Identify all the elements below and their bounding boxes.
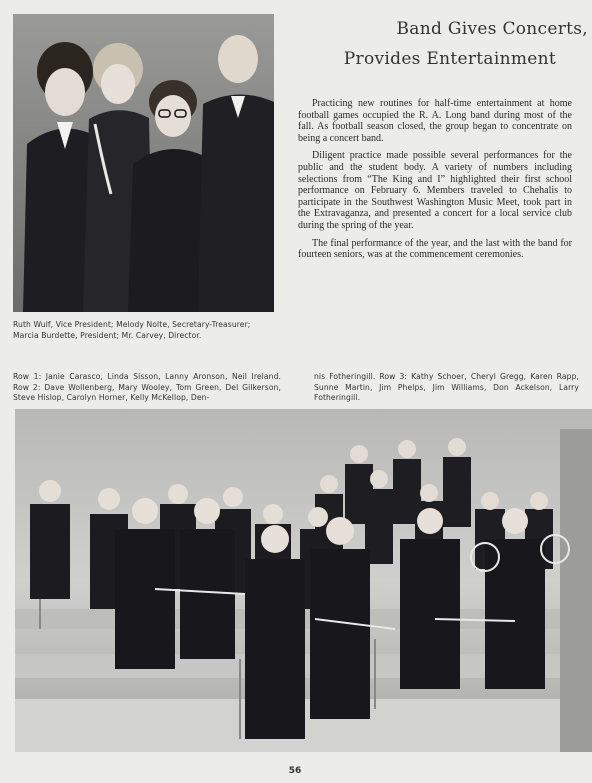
article-paragraph: The final performance of the year, and the last with the band for fourteen seniors, was at the commencement ceremonies. — [298, 237, 572, 261]
article-body — [298, 98, 572, 267]
article-paragraph: Diligent practice made possible several performances for the public and the student body. A variety of numbers including selections from “The King and I” highlighted their first school performance on February 6. Members traveled to Chehalis to participate in the Southwest Washington Music Meet, took part in the Extravaganza, and presented a concert for a local service club during the spring of the year. — [298, 150, 572, 231]
headline — [298, 14, 588, 74]
officers-caption: Ruth Wulf, Vice President; Melody Nolte, Secretary-Treasurer; Marcia Burdette, President; Mr. Carvey, Director. — [13, 320, 251, 340]
headline-line-1: Band Gives Concerts, — [396, 19, 588, 39]
band-group-photo — [15, 409, 592, 752]
band-caption-right: nis Fotheringill. Row 3: Kathy Schoer, Cheryl Gregg, Karen Rapp, Sunne Martin, Jim Phelps, Jim Williams, Don Ackelson, Larry Fotheringill. — [314, 372, 579, 402]
article-paragraph: Practicing new routines for half-time entertainment at home football games occupied the R. A. Long band during most of the fall. As football season closed, the group began to concentrate on being a concert band. — [298, 98, 572, 144]
officers-photo — [13, 14, 274, 312]
headline-line-2: Provides Entertainment — [343, 49, 556, 69]
page-number: 56 — [288, 766, 302, 776]
band-caption-left: Row 1: Janie Carasco, Linda Sisson, Lanny Aronson, Neil Ireland. Row 2: Dave Wollenberg, Mary Wooley, Tom Green, Del Gilkerson, Steve Hislop, Carolyn Horner, Kelly McKellop, Den- — [13, 372, 281, 402]
